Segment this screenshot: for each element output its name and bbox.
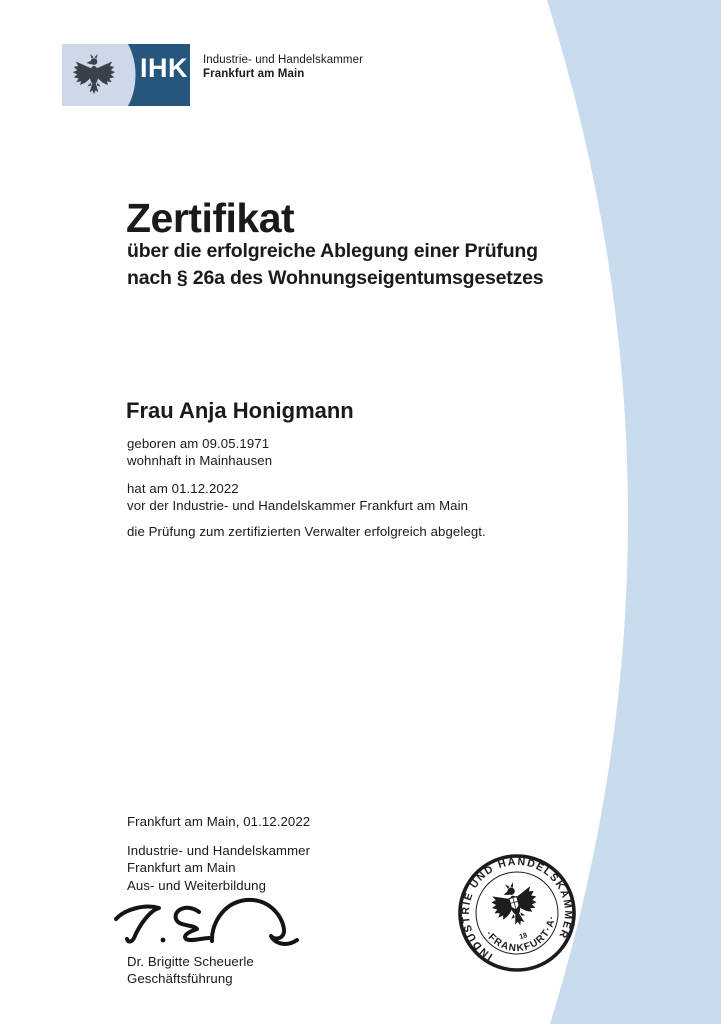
recipient-name: Frau Anja Honigmann (126, 398, 354, 423)
exam-block (127, 480, 468, 515)
signer-name: Dr. Brigitte Scheuerle (127, 954, 254, 969)
header-org-text (203, 54, 363, 81)
seal-number: 18 (518, 932, 529, 942)
seal-bottom-text: ·FRANKFURT·A· (482, 914, 558, 955)
header-org-line2: Frankfurt am Main (203, 67, 305, 80)
signer-block (127, 953, 254, 988)
recipient-birth-block (127, 435, 272, 470)
footer-org-line1: Industrie- und Handelskammer (127, 843, 311, 858)
header-org-line1: Industrie- und Handelskammer (203, 54, 364, 66)
exam-date-line: hat am 01.12.2022 (127, 481, 239, 496)
footer-place-date: Frankfurt am Main, 01.12.2022 (127, 814, 311, 829)
subtitle-line1: über die erfolgreiche Ablegung einer Prüfung (127, 240, 538, 262)
seal-eagle-icon (487, 877, 543, 931)
recipient-born-line: geboren am 09.05.1971 (127, 436, 270, 451)
exam-result-line: die Prüfung zum zertifizierten Verwalter erfolgreich abgelegt. (127, 524, 486, 539)
ihk-letters: IHK (140, 53, 188, 83)
footer-org-line3: Aus- und Weiterbildung (127, 877, 267, 893)
exam-body-line: vor der Industrie- und Handelskammer Frankfurt am Main (127, 498, 469, 514)
certificate-subtitle (127, 238, 543, 292)
seal-top-text: INDUSTRIE UND HANDELSKAMMER (459, 855, 575, 963)
footer-org-line2: Frankfurt am Main (127, 860, 236, 876)
signature (103, 883, 303, 953)
certificate-title: Zertifikat (126, 195, 295, 241)
recipient-residence-line: wohnhaft in Mainhausen (127, 453, 273, 469)
ihk-logo (62, 44, 190, 106)
ihk-seal (455, 851, 579, 975)
signer-role: Geschäftsführung (127, 971, 233, 987)
subtitle-line2: nach § 26a des Wohnungseigentumsgesetzes (127, 267, 544, 289)
